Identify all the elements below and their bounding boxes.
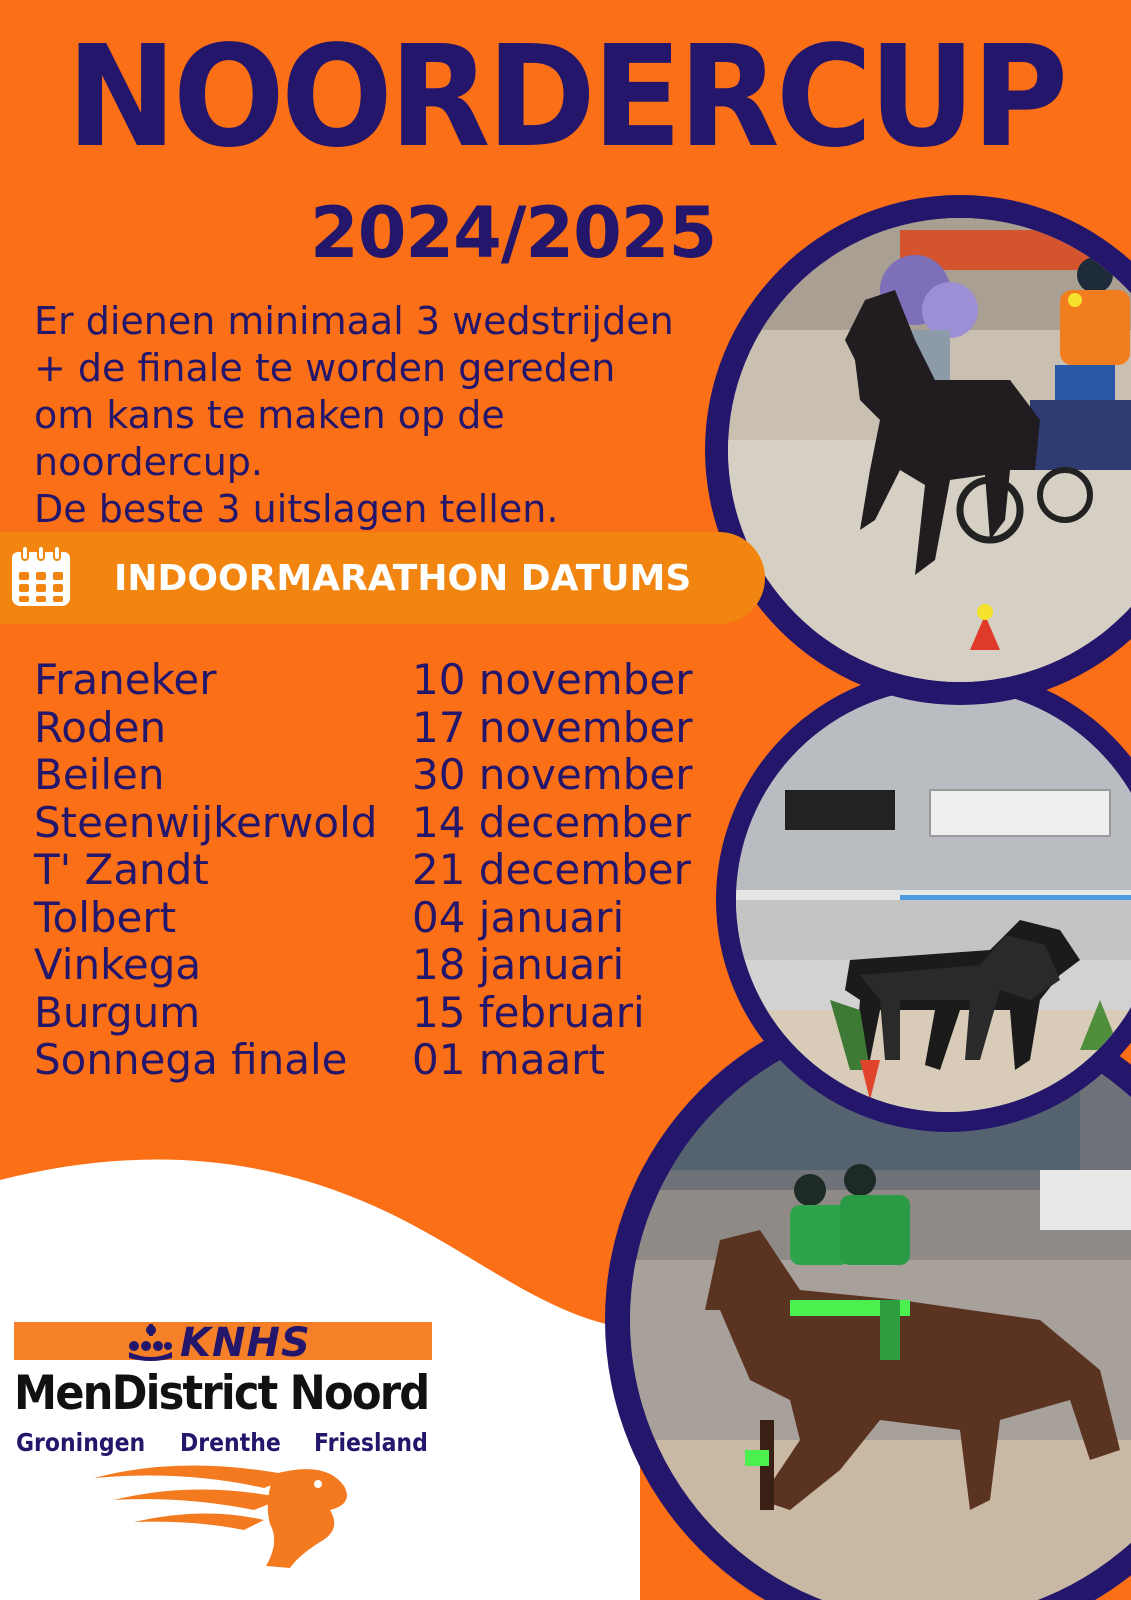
logo-name: MenDistrict Noord (14, 1366, 429, 1421)
schedule-row (34, 846, 754, 894)
photo-1 (705, 195, 1131, 705)
schedule-date: 10 november (412, 655, 693, 704)
banner-label: INDOORMARATHON DATUMS (114, 558, 692, 599)
schedule-row (34, 751, 754, 799)
intro-text (34, 298, 734, 533)
intro-line: Er dienen minimaal 3 wedstrijden (34, 299, 674, 343)
schedule-row (34, 799, 754, 847)
schedule-date: 15 februari (412, 987, 645, 1037)
logo-province: Friesland (314, 1428, 428, 1457)
intro-line: om kans te maken op de (34, 393, 505, 437)
section-banner (0, 532, 765, 624)
schedule-date: 21 december (412, 845, 691, 894)
schedule-row (34, 989, 754, 1037)
schedule-list (34, 656, 754, 1084)
schedule-date: 17 november (412, 702, 693, 752)
schedule-row (34, 704, 754, 752)
intro-line: + de finale te worden gereden (34, 346, 616, 390)
crown-icon (124, 1324, 174, 1362)
poster-title: NOORDERCUP (66, 16, 1065, 179)
schedule-location: Burgum (34, 987, 201, 1037)
horse-head-swoosh-icon (94, 1458, 354, 1568)
season-label: 2024/2025 (310, 192, 717, 274)
knhs-logo (14, 1320, 434, 1580)
schedule-row (34, 656, 754, 704)
logo-province: Groningen (16, 1428, 146, 1457)
schedule-location: T' Zandt (34, 845, 209, 894)
schedule-location: Tolbert (34, 892, 177, 942)
schedule-row (34, 941, 754, 989)
calendar-icon (10, 544, 72, 608)
intro-line: noordercup. (34, 440, 264, 484)
intro-line: De beste 3 uitslagen tellen. (34, 487, 559, 531)
schedule-row (34, 1036, 754, 1084)
schedule-location: Steenwijkerwold (34, 797, 378, 847)
schedule-date: 01 maart (412, 1035, 605, 1084)
schedule-date: 04 januari (412, 892, 625, 942)
logo-org: KNHS (180, 1320, 311, 1366)
schedule-date: 30 november (412, 750, 693, 799)
logo-province: Drenthe (180, 1428, 281, 1457)
schedule-row (34, 894, 754, 942)
schedule-location: Beilen (34, 750, 165, 799)
schedule-date: 18 januari (412, 940, 625, 989)
schedule-location: Sonnega finale (34, 1035, 348, 1084)
schedule-location: Franeker (34, 655, 217, 704)
schedule-location: Vinkega (34, 940, 202, 989)
schedule-location: Roden (34, 702, 167, 752)
schedule-date: 14 december (412, 797, 691, 847)
